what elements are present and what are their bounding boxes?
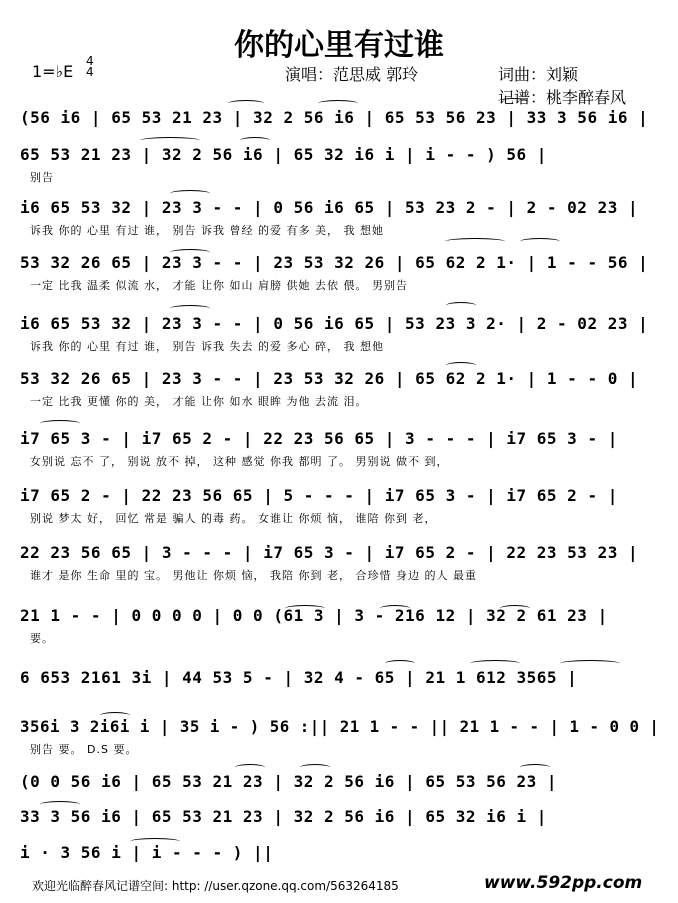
time-signature-top: 4 bbox=[86, 54, 94, 68]
lyric-row: 诉我 你的 心里 有过 谁， 别告 诉我 曾经 的爱 有多 美， 我 想她 bbox=[30, 224, 384, 237]
lyric-row: 要。 bbox=[30, 632, 54, 645]
tie-slur bbox=[318, 100, 358, 107]
tie-slur bbox=[380, 605, 410, 612]
key-signature: 1=♭E bbox=[32, 62, 74, 81]
tie-slur bbox=[560, 660, 620, 667]
tie-slur bbox=[130, 838, 180, 845]
tie-slur bbox=[446, 362, 476, 369]
notation-row: 22 23 56 65 | 3 - - - | i7 65 3 - | i7 65 2 - | 22 23 53 23 | bbox=[20, 543, 639, 562]
tie-slur bbox=[228, 100, 264, 107]
notation-row: 21 1 - - | 0 0 0 0 | 0 0 (61 3 | 3 - 216 12 | 32 2 61 23 | bbox=[20, 606, 608, 625]
footer-text: 欢迎光临醉春风记谱空间: http: //user.qzone.qq.com/563264185 bbox=[32, 879, 399, 893]
notation-row: 356i 3 2i6i i | 35 i - ) 56 :|| 21 1 - - || 21 1 - - | 1 - 0 0 | bbox=[20, 717, 660, 736]
tie-slur bbox=[285, 605, 325, 612]
notation-row: i7 65 2 - | 22 23 56 65 | 5 - - - | i7 65 3 - | i7 65 2 - | bbox=[20, 486, 618, 505]
notation-row: 53 32 26 65 | 23 3 - - | 23 53 32 26 | 65 62 2 1· | 1 - - 56 | bbox=[20, 253, 649, 272]
tie-slur bbox=[520, 764, 550, 771]
notation-row: 53 32 26 65 | 23 3 - - | 23 53 32 26 | 65 62 2 1· | 1 - - 0 | bbox=[20, 369, 639, 388]
tie-slur bbox=[520, 238, 560, 245]
notation-row: (56 i6 | 65 53 21 23 | 32 2 56 i6 | 65 53 56 23 | 33 3 56 i6 | bbox=[20, 108, 649, 127]
transcriber: 记谱：桃李醉春风 bbox=[498, 88, 627, 107]
lyric-row: 一定 比我 更懂 你的 美， 才能 让你 如水 眼眸 为他 去流 泪。 bbox=[30, 395, 368, 408]
lyric-row: 一定 比我 温柔 似流 水， 才能 让你 如山 肩膀 供她 去依 偎。 男别告 bbox=[30, 279, 408, 292]
lyric-row: 谁才 是你 生命 里的 宝。 男他让 你烦 恼， 我陪 你到 老， 合珍惜 身边 的人 最重 bbox=[30, 569, 477, 582]
tie-slur bbox=[498, 98, 528, 105]
notation-row: 6 653 2161 3i | 44 53 5 - | 32 4 - 65 | 21 1 612 3565 | bbox=[20, 668, 578, 687]
notation-row: i7 65 3 - | i7 65 2 - | 22 23 56 65 | 3 - - - | i7 65 3 - | bbox=[20, 429, 618, 448]
tie-slur bbox=[170, 190, 210, 197]
lyricist: 词曲：刘颖 bbox=[498, 65, 579, 84]
tie-slur bbox=[40, 420, 80, 427]
tie-slur bbox=[470, 660, 520, 667]
tie-slur bbox=[240, 137, 270, 144]
tie-slur bbox=[385, 660, 415, 667]
tie-slur bbox=[445, 238, 505, 245]
song-title: 你的心里有过谁 bbox=[234, 28, 444, 63]
tie-slur bbox=[500, 605, 530, 612]
time-signature bbox=[86, 56, 94, 78]
notation-row: (0 0 56 i6 | 65 53 21 23 | 32 2 56 i6 | 65 53 56 23 | bbox=[20, 772, 558, 791]
footer-site-logo: www.592pp.com bbox=[484, 873, 643, 893]
tie-slur bbox=[300, 764, 330, 771]
lyric-row: 女别说 忘不 了， 别说 放不 掉， 这种 感觉 你我 都明 了。 男别说 做不 到， bbox=[30, 455, 449, 468]
notation-row: i6 65 53 32 | 23 3 - - | 0 56 i6 65 | 53 23 2 - | 2 - 02 23 | bbox=[20, 198, 639, 217]
tie-slur bbox=[40, 801, 80, 808]
tie-slur bbox=[170, 305, 210, 312]
notation-row: 33 3 56 i6 | 65 53 21 23 | 32 2 56 i6 | 65 32 i6 i | bbox=[20, 807, 547, 826]
tie-slur bbox=[446, 302, 476, 309]
lyric-row: 别说 梦太 好， 回忆 常是 骗人 的毒 药。 女谁让 你烦 恼， 谁陪 你到 老， bbox=[30, 512, 437, 525]
lyric-row: 诉我 你的 心里 有过 谁， 别告 诉我 失去 的爱 多心 碎， 我 想他 bbox=[30, 340, 384, 353]
lyric-row: 别告 bbox=[30, 171, 54, 184]
notation-row: i6 65 53 32 | 23 3 - - | 0 56 i6 65 | 53 23 3 2· | 2 - 02 23 | bbox=[20, 314, 649, 333]
time-signature-bottom: 4 bbox=[86, 65, 94, 79]
tie-slur bbox=[100, 712, 130, 719]
lyric-row: 别告 要。 D.S 要。 bbox=[30, 743, 138, 756]
tie-slur bbox=[170, 249, 210, 256]
tie-slur bbox=[235, 764, 265, 771]
singers: 演唱：范思威 郭玲 bbox=[285, 65, 419, 84]
notation-row: 65 53 21 23 | 32 2 56 i6 | 65 32 i6 i | i - - ) 56 | bbox=[20, 145, 547, 164]
notation-row: i · 3 56 i | i - - - ) || bbox=[20, 843, 274, 862]
tie-slur bbox=[140, 137, 200, 144]
